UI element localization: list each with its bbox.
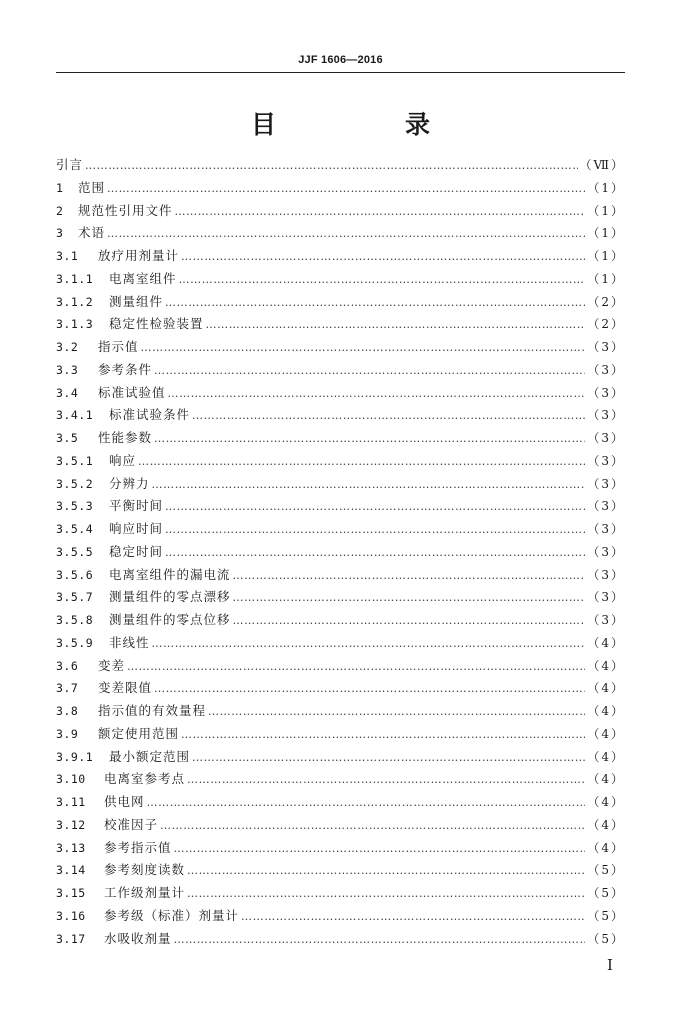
toc-entry-number: 3	[56, 226, 64, 241]
toc-entry-page: （2）	[587, 294, 625, 309]
toc-leader-dots	[138, 455, 585, 468]
toc-entry-page: （3）	[587, 522, 625, 536]
toc-entry-label: 测量组件	[109, 293, 164, 309]
toc-entry-number: 3.17	[56, 931, 86, 946]
toc-leader-dots	[179, 273, 586, 286]
toc-entry-page: （1）	[587, 226, 625, 241]
toc-entry-number: 3.12	[56, 817, 86, 832]
toc-entry-number: 3.14	[56, 863, 86, 878]
toc-entry-number: 3.5.3	[56, 499, 94, 514]
toc-leader-dots	[154, 364, 585, 377]
toc-entry-label: 供电网	[104, 794, 145, 809]
toc-leader-dots	[160, 819, 585, 832]
toc-entry[interactable]	[56, 724, 625, 747]
toc-entry[interactable]	[56, 360, 625, 383]
toc-entry-page: （5）	[587, 931, 625, 946]
toc-entry[interactable]	[56, 587, 625, 610]
toc-entry-page: （1）	[587, 271, 625, 286]
toc-leader-dots	[187, 887, 585, 900]
toc-entry-label: 额定使用范围	[98, 725, 180, 741]
toc-entry[interactable]	[56, 610, 625, 633]
toc-entry[interactable]	[56, 223, 625, 246]
toc-leader-dots	[206, 318, 586, 331]
toc-entry-page: （4）	[587, 726, 625, 741]
toc-entry-number: 3.5.6	[56, 567, 94, 582]
toc-entry-label: 响应	[109, 452, 137, 468]
toc-entry[interactable]	[56, 292, 625, 315]
toc-leader-dots	[181, 728, 585, 741]
toc-entry-number: 3.1.1	[56, 271, 94, 286]
toc-entry-page: （3）	[587, 613, 625, 627]
toc-leader-dots	[233, 591, 586, 604]
toc-entry-number: 3.5.5	[56, 544, 94, 559]
toc-entry-page: （3）	[587, 453, 625, 468]
toc-entry-page: （4）	[587, 681, 625, 696]
toc-entry-number: 3.5.2	[56, 476, 94, 491]
toc-entry-page: （4）	[587, 840, 625, 855]
toc-entry[interactable]	[56, 496, 625, 519]
toc-entry-label: 电离室组件	[109, 270, 177, 286]
toc-leader-dots	[141, 341, 586, 354]
toc-entry[interactable]	[56, 906, 625, 929]
toc-leader-dots	[152, 478, 586, 491]
toc-entry[interactable]	[56, 860, 625, 883]
toc-entry[interactable]	[56, 747, 625, 770]
toc-entry-page: （5）	[587, 886, 625, 900]
toc-leader-dots	[233, 614, 586, 627]
toc-entry-label: 规范性引用文件	[78, 202, 173, 218]
toc-leader-dots	[165, 546, 585, 559]
toc-leader-dots	[241, 910, 585, 923]
toc-entry[interactable]	[56, 178, 625, 201]
toc-entry-label: 术语	[78, 225, 106, 241]
toc-leader-dots	[192, 751, 585, 764]
toc-entry-page: （3）	[587, 408, 625, 423]
toc-entry[interactable]	[56, 565, 625, 588]
toc-entry-number: 3.6	[56, 658, 79, 673]
toc-entry-label: 范围	[78, 179, 106, 195]
toc-leader-dots	[174, 933, 586, 946]
toc-entry-label: 指示值的有效量程	[98, 703, 207, 718]
toc-entry-label: 分辨力	[109, 475, 150, 491]
toc-entry-label: 水吸收剂量	[104, 930, 172, 946]
toc-entry-label: 电离室参考点	[104, 771, 186, 787]
toc-leader-dots	[233, 569, 586, 582]
toc-entry-label: 变差	[98, 657, 126, 673]
toc-entry-label: 参考条件	[98, 361, 153, 377]
page-number: I	[607, 956, 613, 974]
toc-entry[interactable]	[56, 246, 625, 269]
toc-entry-label: 稳定性检验装置	[109, 316, 204, 332]
toc-entry-number: 2	[56, 203, 64, 218]
toc-entry-number: 3.5.9	[56, 635, 94, 650]
toc-entry[interactable]	[56, 769, 625, 792]
toc-entry[interactable]	[56, 428, 625, 451]
toc-entry-page: （Ⅶ）	[579, 158, 625, 172]
toc-entry-label: 校准因子	[104, 816, 159, 832]
toc-entry-number: 3.1.2	[56, 294, 94, 309]
toc-entry-page: （3）	[587, 567, 625, 582]
toc-leader-dots	[152, 637, 586, 650]
page-title: 目 录	[250, 110, 482, 139]
toc-entry-label: 测量组件的零点位移	[109, 612, 231, 627]
toc-entry-number: 3.9.1	[56, 749, 94, 764]
toc-entry[interactable]	[56, 451, 625, 474]
toc-entry-page: （5）	[587, 908, 625, 923]
toc-entry-page: （3）	[587, 476, 625, 491]
header-rule	[56, 72, 625, 73]
toc-entry[interactable]	[56, 929, 625, 952]
toc-entry[interactable]	[56, 883, 625, 906]
toc-leader-dots	[187, 773, 585, 786]
toc-entry[interactable]	[56, 474, 625, 497]
toc-entry-number: 3.9	[56, 726, 79, 741]
toc-entry-page: （1）	[587, 249, 625, 263]
toc-entry[interactable]	[56, 155, 625, 178]
toc-entry-number: 3.1.3	[56, 317, 94, 332]
toc-entry-label: 参考指示值	[104, 839, 172, 855]
toc-leader-dots	[107, 227, 585, 240]
toc-entry-page: （3）	[587, 385, 625, 400]
toc-leader-dots	[192, 409, 585, 422]
toc-entry-label: 非线性	[109, 634, 150, 650]
toc-entry-page: （4）	[587, 635, 625, 650]
toc-entry-page: （4）	[587, 817, 625, 832]
toc-leader-dots	[181, 250, 585, 263]
toc-leader-dots	[165, 500, 585, 513]
toc-entry-number: 3.7	[56, 681, 79, 696]
toc-entry-label: 测量组件的零点漂移	[109, 589, 231, 605]
toc-entry-page: （4）	[587, 658, 625, 673]
toc-entry-number: 1	[56, 180, 64, 195]
toc-entry[interactable]	[56, 542, 625, 565]
toc-entry[interactable]	[56, 201, 625, 224]
toc-leader-dots	[208, 705, 585, 718]
toc-entry-label: 放疗用剂量计	[98, 248, 180, 263]
toc-leader-dots	[175, 205, 586, 218]
toc-entry-page: （4）	[587, 772, 625, 787]
toc-entry-number: 3.4	[56, 385, 79, 400]
toc-entry-page: （3）	[587, 590, 625, 605]
toc-entry-number: 3.15	[56, 886, 86, 900]
toc-entry[interactable]	[56, 701, 625, 724]
toc-entry-number: 3.1	[56, 249, 79, 263]
toc-entry[interactable]	[56, 633, 625, 656]
toc-entry-label: 性能参数	[98, 430, 153, 445]
toc-entry-page: （5）	[587, 863, 625, 878]
toc-entry[interactable]	[56, 678, 625, 701]
toc-entry[interactable]	[56, 838, 625, 861]
toc-leader-dots	[165, 523, 585, 536]
toc-entry-label: 变差限值	[98, 680, 153, 696]
toc-entry-page: （3）	[587, 431, 625, 445]
toc-entry-page: （3）	[587, 544, 625, 559]
toc-entry-label: 参考级（标准）剂量计	[104, 907, 240, 923]
toc-entry-label: 标准试验值	[98, 384, 166, 400]
toc-entry-label: 引言	[56, 157, 84, 172]
toc-entry-number: 3.5	[56, 431, 79, 445]
toc-entry[interactable]	[56, 656, 625, 679]
toc-entry[interactable]	[56, 383, 625, 406]
toc-leader-dots	[107, 182, 585, 195]
toc-entry[interactable]	[56, 519, 625, 542]
toc-entry[interactable]	[56, 314, 625, 337]
toc-entry-page: （4）	[587, 795, 625, 809]
toc-entry-label: 工作级剂量计	[104, 885, 186, 900]
toc-entry-label: 指示值	[98, 339, 139, 354]
toc-entry-number: 3.5.4	[56, 522, 94, 536]
toc-entry[interactable]	[56, 815, 625, 838]
toc-entry-number: 3.10	[56, 772, 86, 787]
toc-entry-number: 3.11	[56, 795, 86, 809]
toc-entry-page: （2）	[587, 317, 625, 332]
toc-entry-number: 3.16	[56, 908, 86, 923]
toc-entry-label: 稳定时间	[109, 543, 164, 559]
toc-entry-label: 响应时间	[109, 521, 164, 536]
toc-entry[interactable]	[56, 792, 625, 815]
toc-entry-label: 参考刻度读数	[104, 862, 186, 878]
toc-entry-label: 电离室组件的漏电流	[109, 566, 231, 582]
toc-entry-number: 3.4.1	[56, 408, 94, 423]
toc-entry-label: 平衡时间	[109, 498, 164, 514]
toc-entry-label: 最小额定范围	[109, 748, 191, 764]
toc-entry[interactable]	[56, 337, 625, 360]
table-of-contents	[56, 155, 625, 951]
toc-leader-dots	[187, 864, 585, 877]
toc-entry-number: 3.13	[56, 840, 86, 855]
toc-entry-page: （3）	[587, 499, 625, 514]
toc-entry-page: （4）	[587, 749, 625, 764]
toc-entry-number: 3.3	[56, 362, 79, 377]
toc-entry-number: 3.5.7	[56, 590, 94, 605]
toc-entry-page: （1）	[587, 203, 625, 218]
toc-leader-dots	[165, 296, 585, 309]
toc-entry[interactable]	[56, 405, 625, 428]
toc-entry-number: 3.2	[56, 340, 79, 354]
toc-entry-label: 标准试验条件	[109, 407, 191, 423]
toc-entry[interactable]	[56, 269, 625, 292]
document-code-header: JJF 1606—2016	[298, 54, 383, 66]
toc-leader-dots	[147, 796, 586, 809]
toc-entry-number: 3.5.1	[56, 453, 94, 468]
toc-entry-number: 3.5.8	[56, 613, 94, 627]
toc-leader-dots	[154, 682, 585, 695]
toc-leader-dots	[174, 842, 586, 855]
toc-leader-dots	[168, 387, 586, 400]
toc-entry-page: （1）	[587, 180, 625, 195]
toc-entry-number: 3.8	[56, 704, 79, 718]
toc-entry-page: （4）	[587, 704, 625, 718]
toc-leader-dots	[127, 660, 585, 673]
toc-leader-dots	[154, 432, 585, 445]
toc-entry-page: （3）	[587, 362, 625, 377]
toc-leader-dots	[85, 159, 577, 172]
toc-entry-page: （3）	[587, 340, 625, 354]
